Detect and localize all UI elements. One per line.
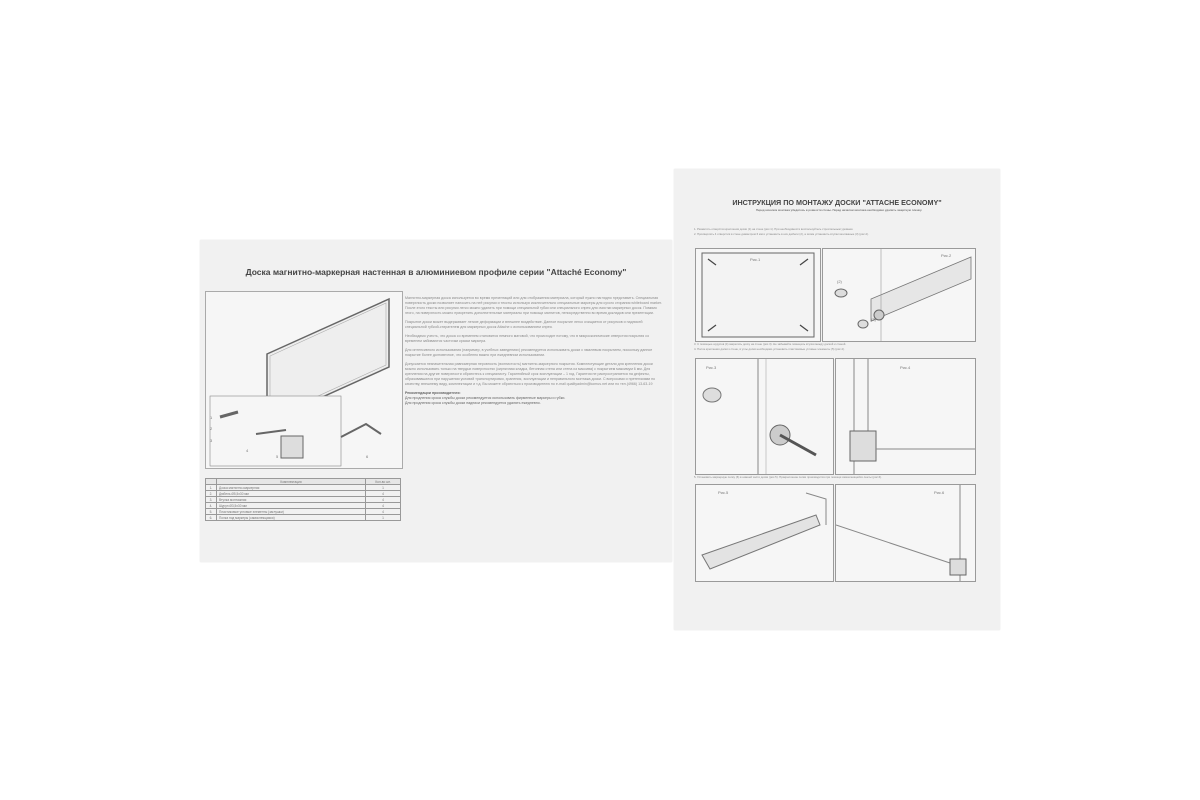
callout-1: 1 [210, 415, 213, 420]
row-num: 1. [206, 485, 217, 491]
left-instruction-sheet [200, 240, 672, 562]
figure-3 [695, 358, 834, 475]
row-num: 2. [206, 491, 217, 497]
row-num: 5. [206, 509, 217, 515]
row-qty: 4 [366, 503, 401, 509]
recommendation-line: Для продления срока службы доски надписи рекомендуется удалять ежедневно. [405, 401, 541, 405]
right-instruction-sheet [674, 169, 1000, 630]
row-item: Доска магнитно-маркерная [217, 485, 366, 491]
figure-2 [822, 248, 976, 342]
table-row [206, 515, 401, 521]
step-1: 1. Разметить отверстия крепления доски (1) на стене (рис.1). При необходимости воспользуйтесь строительным уровнем. [694, 227, 854, 231]
figure-6 [835, 484, 976, 582]
paragraph: Необходимо учесть, что доска со временем становится немного матовой, что происходит потому, что в микроскопические отверстия покрытия со временем забиваются частички краски маркера. [405, 334, 650, 343]
figure-3-label: Рис.3 [706, 365, 717, 370]
row-item: Пластиковые угловые элементы (заглушки) [217, 509, 366, 515]
row-num: 4. [206, 503, 217, 509]
paragraph: Допускается незначительная равномерная неровность (волнистость) магнитно-маркерного покрытия. Комплектующие детали для крепления доски можно использовать только на твердых поверхностях (кирпичная кладка, бетонная стена или стена из массива) с покрытием максимум 6 мм. Для крепления на другие поверхности обратитесь к специалисту. Гарантийный срок эксплуатации – 1 год. Гарантия не распространяется на дефекты, образовавшиеся при нарушении условий транспортировки, хранения, эксплуатации и неправильного монтажа доски. С вопросами и претензиями по качеству, внешнему виду, комплектации и т.д. Вы можете обратиться к производителю по e-mail qualityadmin@komus.net или по тел.(4966) 13-63-19 [405, 362, 656, 386]
row-item: Дюбель Ø5,5х30 мм [217, 491, 366, 497]
paragraph: Для интенсивного использования (например, в учебных заведениях) рекомендуется использовать доски с эмалевым покрытием, поскольку данное покрытие более долговечное, что особенно важно при ежедневном использовании. [405, 348, 653, 357]
row-num: 3. [206, 497, 217, 503]
figure-5-label: Рис.5 [718, 490, 729, 495]
whiteboard-illustration [205, 291, 403, 469]
callout-6: 6 [366, 454, 369, 459]
figure-2-callout-3: (3) [871, 317, 876, 322]
figure-4-label: Рис.4 [900, 365, 911, 370]
figure-6-label: Рис.6 [934, 490, 945, 495]
figure-1-label: Рис.1 [750, 257, 761, 262]
row-qty: 1 [366, 515, 401, 521]
row-item: Шуруп Ø3,5х30 мм [217, 503, 366, 509]
recommendations-title: Рекомендации производителя: [405, 391, 461, 395]
callout-3: 3 [210, 438, 213, 443]
recommendation-line: Для продления срока службы доски рекомендуется использовать фирменные маркеры и губки. [405, 396, 566, 400]
step-2: 2. Просверлить 4 отверстия в стене диаметром 6 мм и установить в них дюбели (2), а затем установить втулки монтажные (3) (рис.2). [694, 232, 869, 236]
row-qty: 1 [366, 485, 401, 491]
callout-2: 2 [210, 426, 213, 431]
figure-1 [695, 248, 821, 342]
step-5: 5. Установить маркерную полку (6) в нижней части доски (рис.5). Прикрепление полки производится при помощи самоклеящейся ленты (рис.6). [694, 475, 882, 479]
row-qty: 4 [366, 491, 401, 497]
left-sheet-title: Доска магнитно-маркерная настенная в алюминиевом профиле серии "Attaché Economy" [245, 267, 627, 277]
intro-text: Перед началом монтажа убедитесь в ровности стены. Перед началом монтажа необходимо удалить защитную пленку. [755, 208, 923, 212]
figure-4 [835, 358, 976, 475]
callout-5: 5 [276, 454, 279, 459]
callout-4: 4 [246, 448, 249, 453]
right-sheet-title: ИНСТРУКЦИЯ ПО МОНТАЖУ ДОСКИ "ATTACHE ECONOMY" [732, 198, 942, 207]
row-num: 6. [206, 515, 217, 521]
description-text [405, 296, 663, 406]
figure-5 [695, 484, 834, 582]
paragraph: Покрытие доски может выдерживает легкие деформации и внешнее воздействие. Данное покрытие легко очищается от рисунков и надписей специальной губкой-стирателем для маркерных досок Attache с использованием спрея. [405, 320, 643, 329]
kit-header-item: Комплектация [217, 479, 366, 485]
figure-2-label: Рис.2 [941, 253, 952, 258]
step-4: 4. После крепления доски к стене, в углы доски необходимо установить пластиковые угловые элементы (5) (рис.4). [694, 347, 845, 351]
figure-2-callout-2: (2) [837, 279, 842, 284]
paragraph: Магнитно-маркерная доска используется во время презентаций или для отображения материала, который нужно наглядно представить. Специальная поверхность доски позволяет наносить на неё рисунки и тексты используя исключительно специальные маркеры для сухого стирания whiteboard marker. После этого тексты или рисунки легко можно удалить при помощи специальной губки или специального спрея для очистки маркерных досок. Помимо этого, на поверхность можно прикрепить дополнительные материалы при помощи магнитов, непосредственно во время докладов или презентации. [405, 296, 662, 315]
step-3: 3. С помощью шурупов (4) закрепить доску на стене (рис.3). Не забывайте помещать втулки между доской и стеной. [694, 342, 847, 346]
row-qty: 4 [366, 497, 401, 503]
row-item: Полка под маркеры (самоклеящаяся) [217, 515, 366, 521]
kit-header-qty: Кол-во шт. [366, 479, 401, 485]
kit-table [205, 478, 401, 521]
row-qty: 4 [366, 509, 401, 515]
row-item: Втулка монтажная [217, 497, 366, 503]
